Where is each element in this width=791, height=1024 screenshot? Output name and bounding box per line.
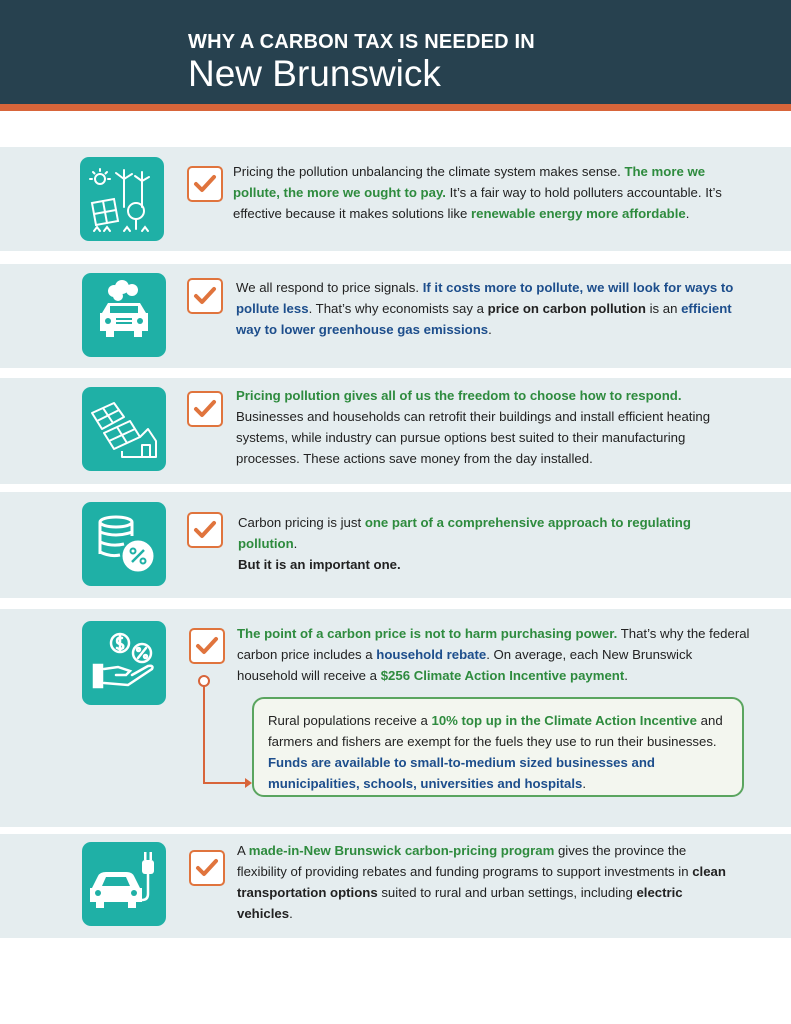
solar-house-icon [82,387,166,471]
connector-arrow-icon [195,672,257,792]
checkmark-icon [192,517,218,543]
section-text-1: Pricing the pollution unbalancing the climate system makes sense. The more we pollute, the more we ought to pay. It’s a fair way to hold polluters accountable. It’s effective because it makes solutions like renewable energy more affordable. [233,164,722,221]
section-text-3: Pricing pollution gives all of us the freedom to choose how to respond. Businesses and households can retrofit their buildings and install efficient heating systems, while industry can pursue options best suited to their manufacturing processes. These actions save money from the day installed. [236,388,711,466]
header-title-main: New Brunswick [188,53,441,94]
checkbox-checked-5 [189,628,225,664]
header-banner [0,0,791,104]
checkbox-checked-1 [187,166,223,202]
checkmark-icon [194,855,220,881]
section-text-4: Carbon pricing is just one part of a comprehensive approach to regulating pollution. But it is an important one. [238,515,691,572]
checkbox-checked-3 [187,391,223,427]
checkmark-icon [192,396,218,422]
section-text-2: We all respond to price signals. If it costs more to pollute, we will look for ways to pollute less. That’s why economists say a price on carbon pollution is an efficient way to lower greenhouse gas emissions. [236,280,734,337]
electric-car-icon [82,842,166,926]
checkbox-checked-6 [189,850,225,886]
checkmark-icon [192,171,218,197]
rural-rebate-callout [252,697,744,797]
renewable-energy-icon [80,157,164,241]
section-text-6: A made-in-New Brunswick carbon-pricing program gives the province the flexibility of providing rebates and funding programs to support investments in clean transportation options suited to rural and urban settings, including electric vehicles. [237,843,726,921]
checkbox-checked-4 [187,512,223,548]
checkmark-icon [192,283,218,309]
section-text-5: The point of a carbon price is not to harm purchasing power. That’s why the federal carbon price includes a household rebate. On average, each New Brunswick household will receive a $256 Climate Action Incentive payment. [237,626,750,683]
money-hand-icon [82,621,166,705]
coins-percent-icon [82,502,166,586]
callout-text: Rural populations receive a 10% top up in the Climate Action Incentive and farmers and fishers are exempt for the fuels they use to run their businesses. Funds are available to small-to-medium sized businesses and municipalities, schools, universities and hospitals. [268,713,723,791]
header-accent-stripe [0,104,791,111]
header-title-top: WHY A CARBON TAX IS NEEDED IN [188,31,535,53]
polluting-vehicle-icon [82,273,166,357]
checkbox-checked-2 [187,278,223,314]
checkmark-icon [194,633,220,659]
